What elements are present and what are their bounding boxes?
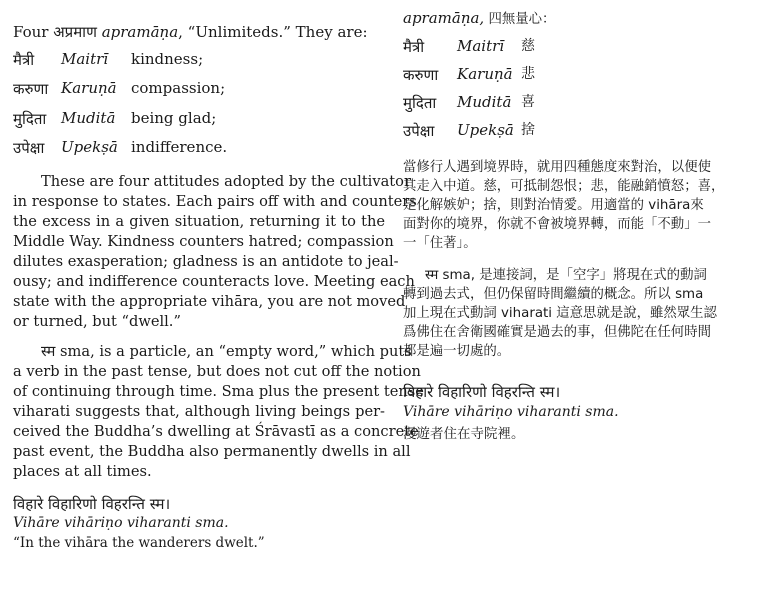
left-intro: Four अप्रमाण apramāṇa, “Unlimiteds.” They are: — [13, 23, 368, 41]
right-verse-chinese: 漫遊者住在寺院裡。 — [403, 426, 525, 442]
right-verse-sanskrit: विहारे विहारिणो विहरन्ति स्म। — [403, 383, 561, 401]
left-verse-transliteration: Vihāre vihāriṇo viharanti sma. — [13, 515, 229, 531]
left-verse-sanskrit: विहारे विहारिणो विहरन्ति स्म। — [13, 495, 171, 513]
left-paragraph-attitudes: These are four attitudes adopted by the cultivator in response to states. Each pairs off with and counters the excess in a given situation, returning it to the Middle Way. Kindness counters hatred; compassion dilutes exasperation; gladness is an antidote to jeal- ousy; and indifference counteracts love. Meeting each state with the appropriate vihāra, you are not moved or turned, but “dwell.” — [13, 173, 417, 330]
right-paragraph-attitudes: 當修行人遇到境界時，就用四種態度來對治，以便使 其走入中道。慈，可抵制怨恨；悲，能融銷憤怒；喜， 是化解嫉妒；捨，則對治情愛。用適當的 vihāra來 面對你的境界，你就不會被境界轉，而能「不動」一 一「住著」。 — [403, 160, 725, 251]
right-paragraph-sma: स्म sma, 是連接詞，是「空字」將現在式的動詞 轉到過去式，但仍保留時間繼續的概念。所以 sma 加上現在式動詞 viharati 這意思就是說，雖然眾生認 爲佛住在舍衛國確實是過去的事，但佛陀在任何時間 都是遍一切處的。 — [403, 268, 717, 359]
left-paragraph-sma: स्म sma, is a particle, an “empty word,” which puts a verb in the past tense, but does not cut off the notion of continuing through time. Sma plus the present tense viharati suggests that, although living beings per- ceived the Buddha’s dwelling at Śrāvastī as a concrete past event, the Buddha also permanently dwells in all places at all times. — [13, 343, 424, 480]
right-verse-transliteration: Vihāre vihāriṇo viharanti sma. — [403, 404, 619, 420]
right-intro: apramāṇa, 四無量心： — [403, 9, 556, 27]
left-verse-english: “In the vihāra the wanderers dwelt.” — [13, 535, 265, 551]
